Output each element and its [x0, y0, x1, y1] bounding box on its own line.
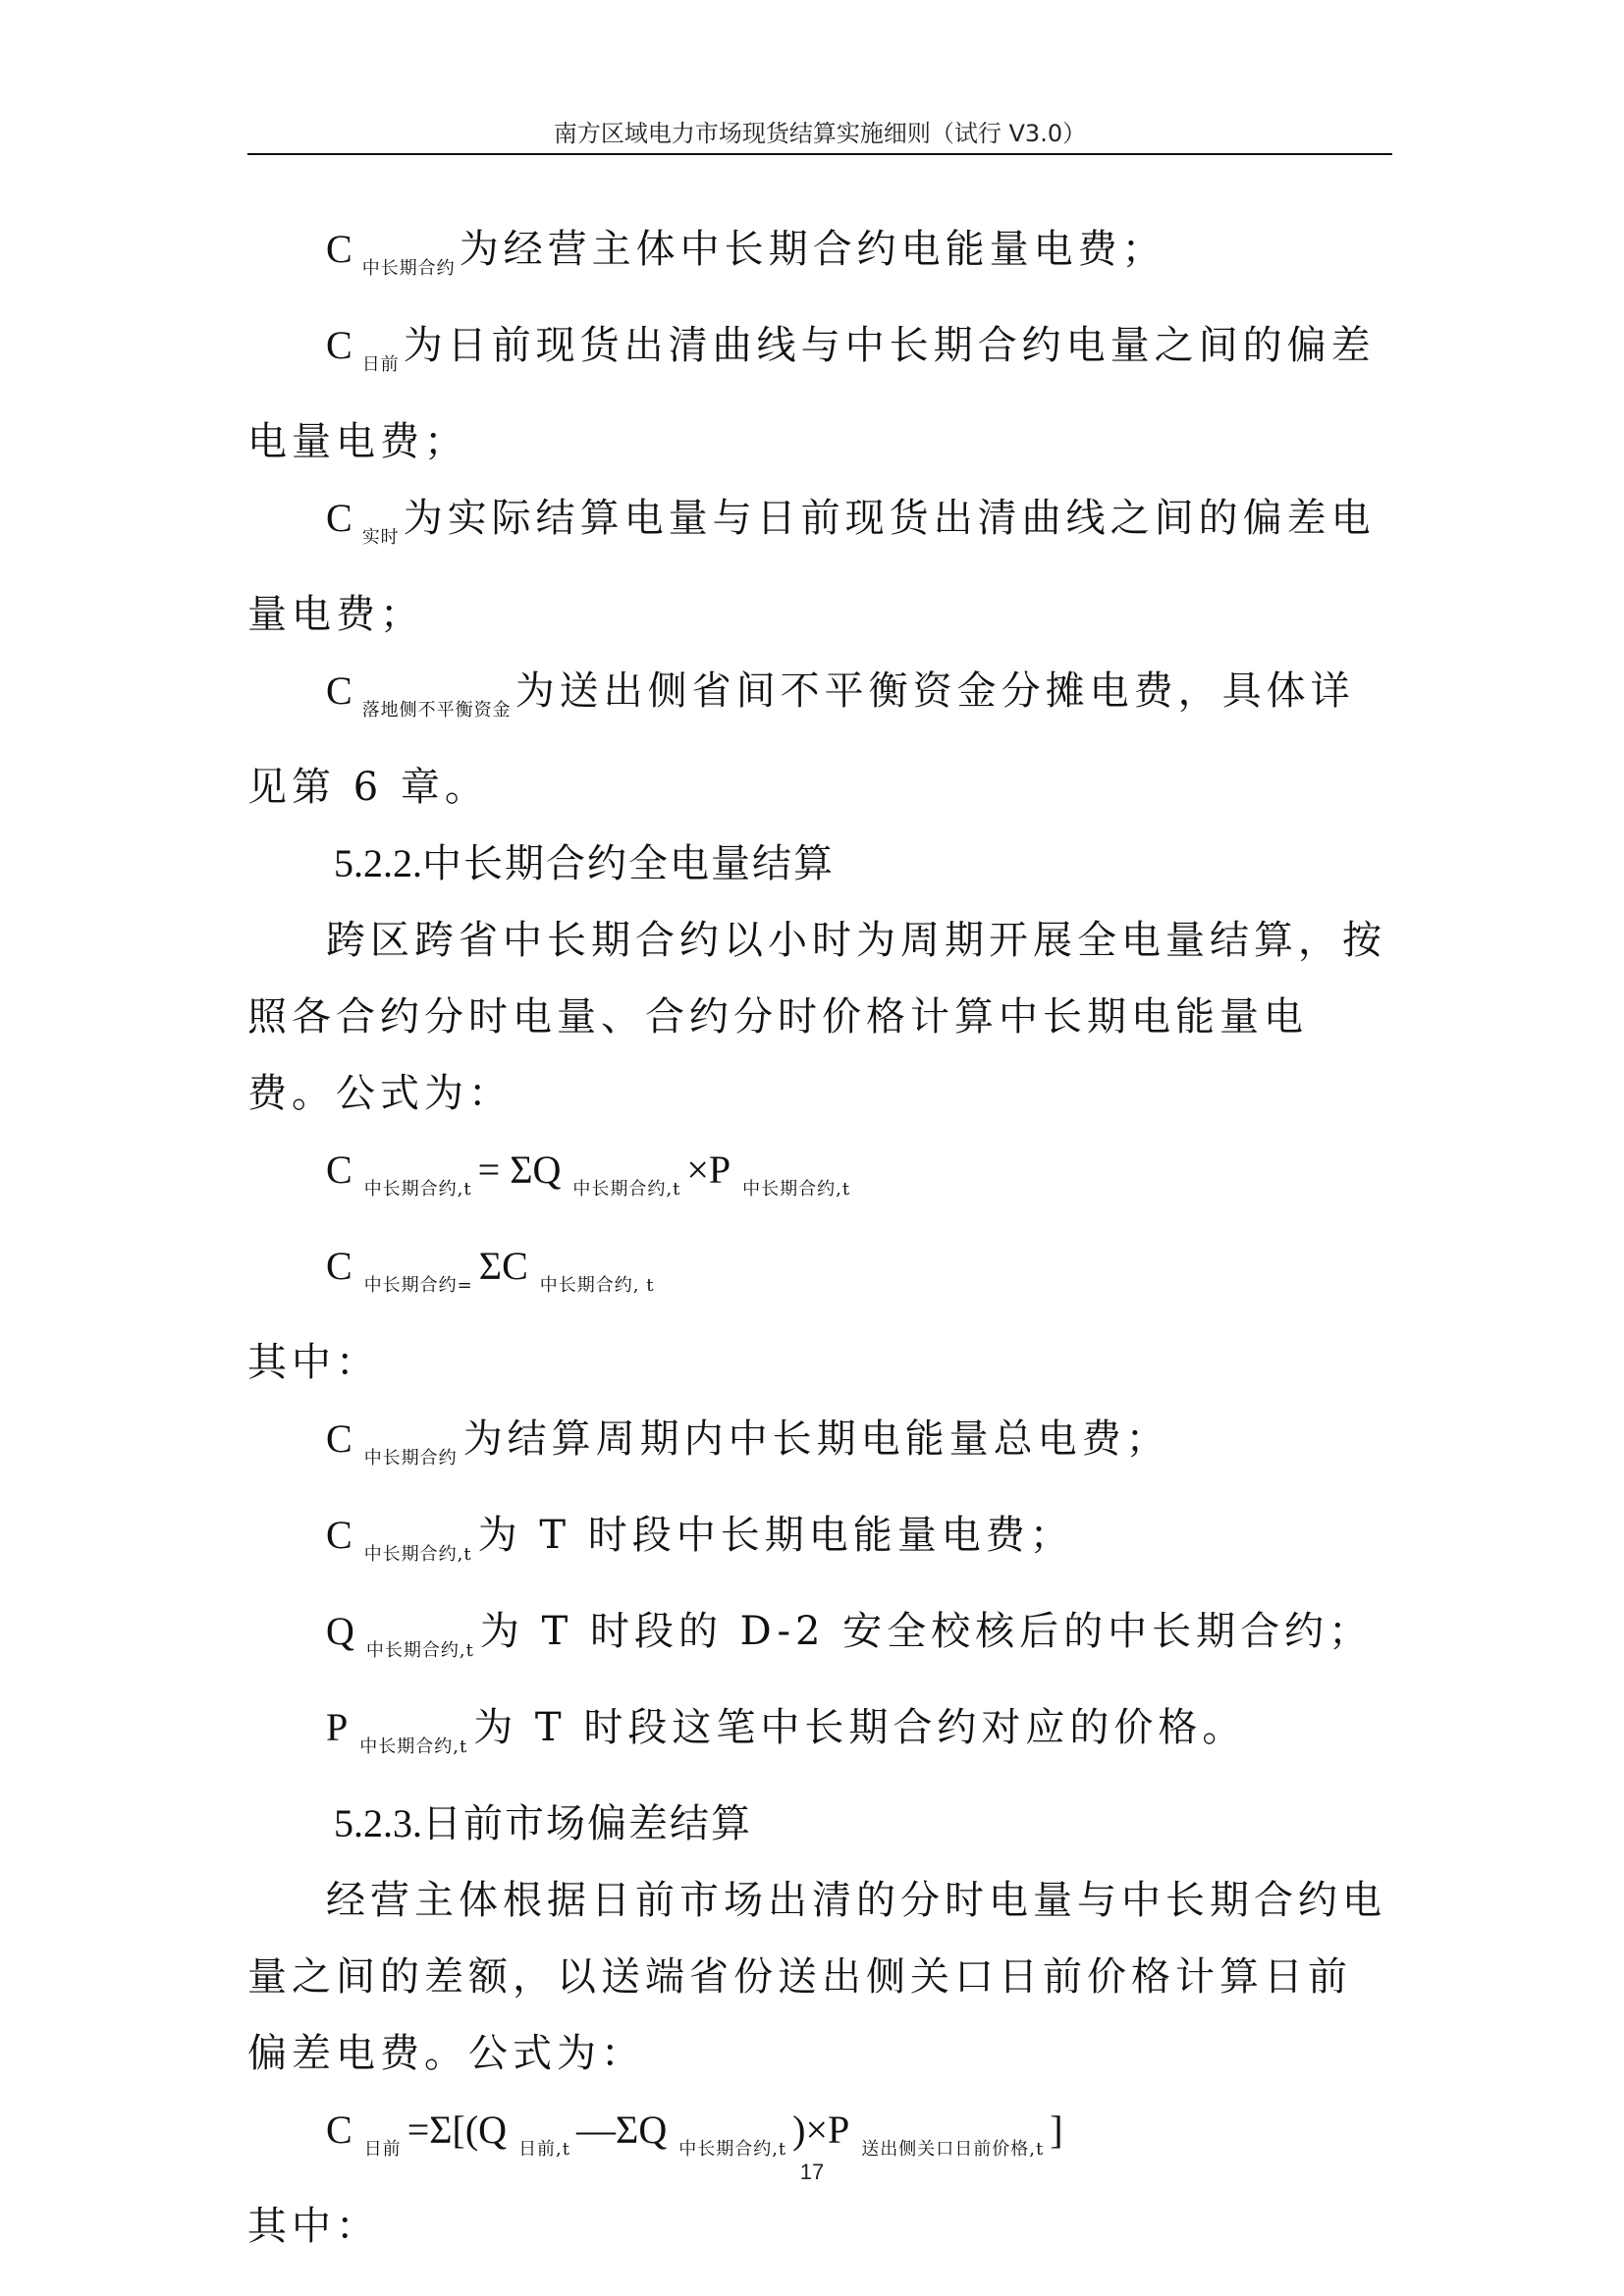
formula-operator: ΣC: [478, 1244, 528, 1288]
symbol: C: [326, 227, 352, 271]
formula-2: [247, 1228, 1392, 1324]
symbol: C: [326, 1513, 352, 1557]
section-heading-5-2-3: [247, 1786, 1392, 1862]
formula-subscript: 日前: [363, 2139, 402, 2160]
definition-text: 为送出侧省间不平衡资金分摊电费，具体详见第 6 章。: [247, 668, 1355, 810]
formula-1: [247, 1132, 1392, 1228]
page-header: 南方区域电力市场现货结算实施细则（试行 V3.0）: [553, 120, 1087, 147]
page-body: [247, 211, 1392, 2265]
section-title: 日前市场偏差结算: [422, 1801, 752, 1846]
formula-symbol: C: [326, 2108, 352, 2152]
section-paragraph: 经营主体根据日前市场出清的分时电量与中长期合约电量之间的差额，以送端省份送出侧关口日前价格计算日前偏差电费。公式为：: [247, 1878, 1386, 2076]
formula-subscript: 中长期合约, t: [539, 1275, 655, 1296]
formula-subscript: 中长期合约,t: [742, 1179, 851, 1200]
definition-c-dayahead: [247, 307, 1392, 480]
header-rule: [247, 153, 1392, 155]
subscript: 中长期合约,t: [359, 1736, 468, 1757]
formula-operator: =Σ[(Q: [406, 2108, 508, 2152]
definition-text: 为 T 时段中长期电能量电费；: [477, 1513, 1074, 1558]
subscript: 中长期合约: [361, 258, 456, 279]
symbol: C: [326, 1416, 352, 1461]
formula-operator: = ΣQ: [477, 1148, 562, 1192]
subscript: 中长期合约: [363, 1448, 458, 1468]
formula-subscript: 中长期合约,t: [678, 2139, 787, 2160]
symbol: Q: [326, 1609, 354, 1653]
definition-text: 为 T 时段这笔中长期合约对应的价格。: [473, 1705, 1247, 1750]
formula-subscript: 中长期合约,t: [363, 1179, 472, 1200]
definition-item: [247, 1401, 1392, 1497]
definition-item: [247, 1689, 1392, 1786]
definition-text: 为结算周期内中长期电能量总电费；: [462, 1416, 1170, 1462]
section-paragraph: 跨区跨省中长期合约以小时为周期开展全电量结算，按照各合约分时电量、合约分时价格计算中长期电能量电费。公式为：: [247, 918, 1386, 1116]
where-label: 其中：: [247, 2204, 380, 2249]
definition-c-contract: [247, 211, 1392, 307]
formula-subscript: 日前,t: [518, 2139, 571, 2160]
section-number: 5.2.2.: [334, 841, 422, 885]
section-title: 中长期合约全电量结算: [422, 841, 835, 886]
formula-operator: )×P: [792, 2108, 850, 2152]
formula-symbol: C: [326, 1148, 352, 1192]
subscript: 实时: [361, 527, 400, 548]
symbol: C: [326, 496, 352, 540]
formula-subscript: 送出侧关口日前价格,t: [861, 2139, 1045, 2160]
section-heading-5-2-2: [247, 826, 1392, 902]
section-number: 5.2.3.: [334, 1801, 422, 1845]
definition-item: [247, 1497, 1392, 1593]
definition-text: 为日前现货出清曲线与中长期合约电量之间的偏差电量电费；: [247, 323, 1376, 464]
formula-operator: —ΣQ: [576, 2108, 668, 2152]
definition-item: [247, 1593, 1392, 1689]
subscript: 日前: [361, 354, 400, 375]
where-label: 其中：: [247, 1340, 380, 1385]
definition-c-realtime: [247, 480, 1392, 653]
definition-text: 为经营主体中长期合约电能量电费；: [459, 227, 1166, 272]
subscript: 中长期合约,t: [363, 1544, 472, 1565]
definition-text: 为实际结算电量与日前现货出清曲线之间的偏差电量电费；: [247, 496, 1376, 637]
symbol: C: [326, 323, 352, 367]
formula-symbol: C: [326, 1244, 352, 1288]
formula-operator: ×P: [686, 1148, 731, 1192]
definition-c-imbalance: [247, 653, 1392, 826]
formula-subscript: 中长期合约,t: [572, 1179, 681, 1200]
symbol: C: [326, 668, 352, 713]
formula-subscript: 中长期合约=: [363, 1275, 473, 1296]
subscript: 中长期合约,t: [365, 1640, 474, 1661]
symbol: P: [326, 1705, 349, 1749]
formula-operator: ]: [1050, 2108, 1063, 2152]
subscript: 落地侧不平衡资金: [361, 700, 512, 721]
definition-text: 为 T 时段的 D-2 安全校核后的中长期合约；: [479, 1609, 1374, 1654]
page-number: 17: [799, 2160, 825, 2184]
